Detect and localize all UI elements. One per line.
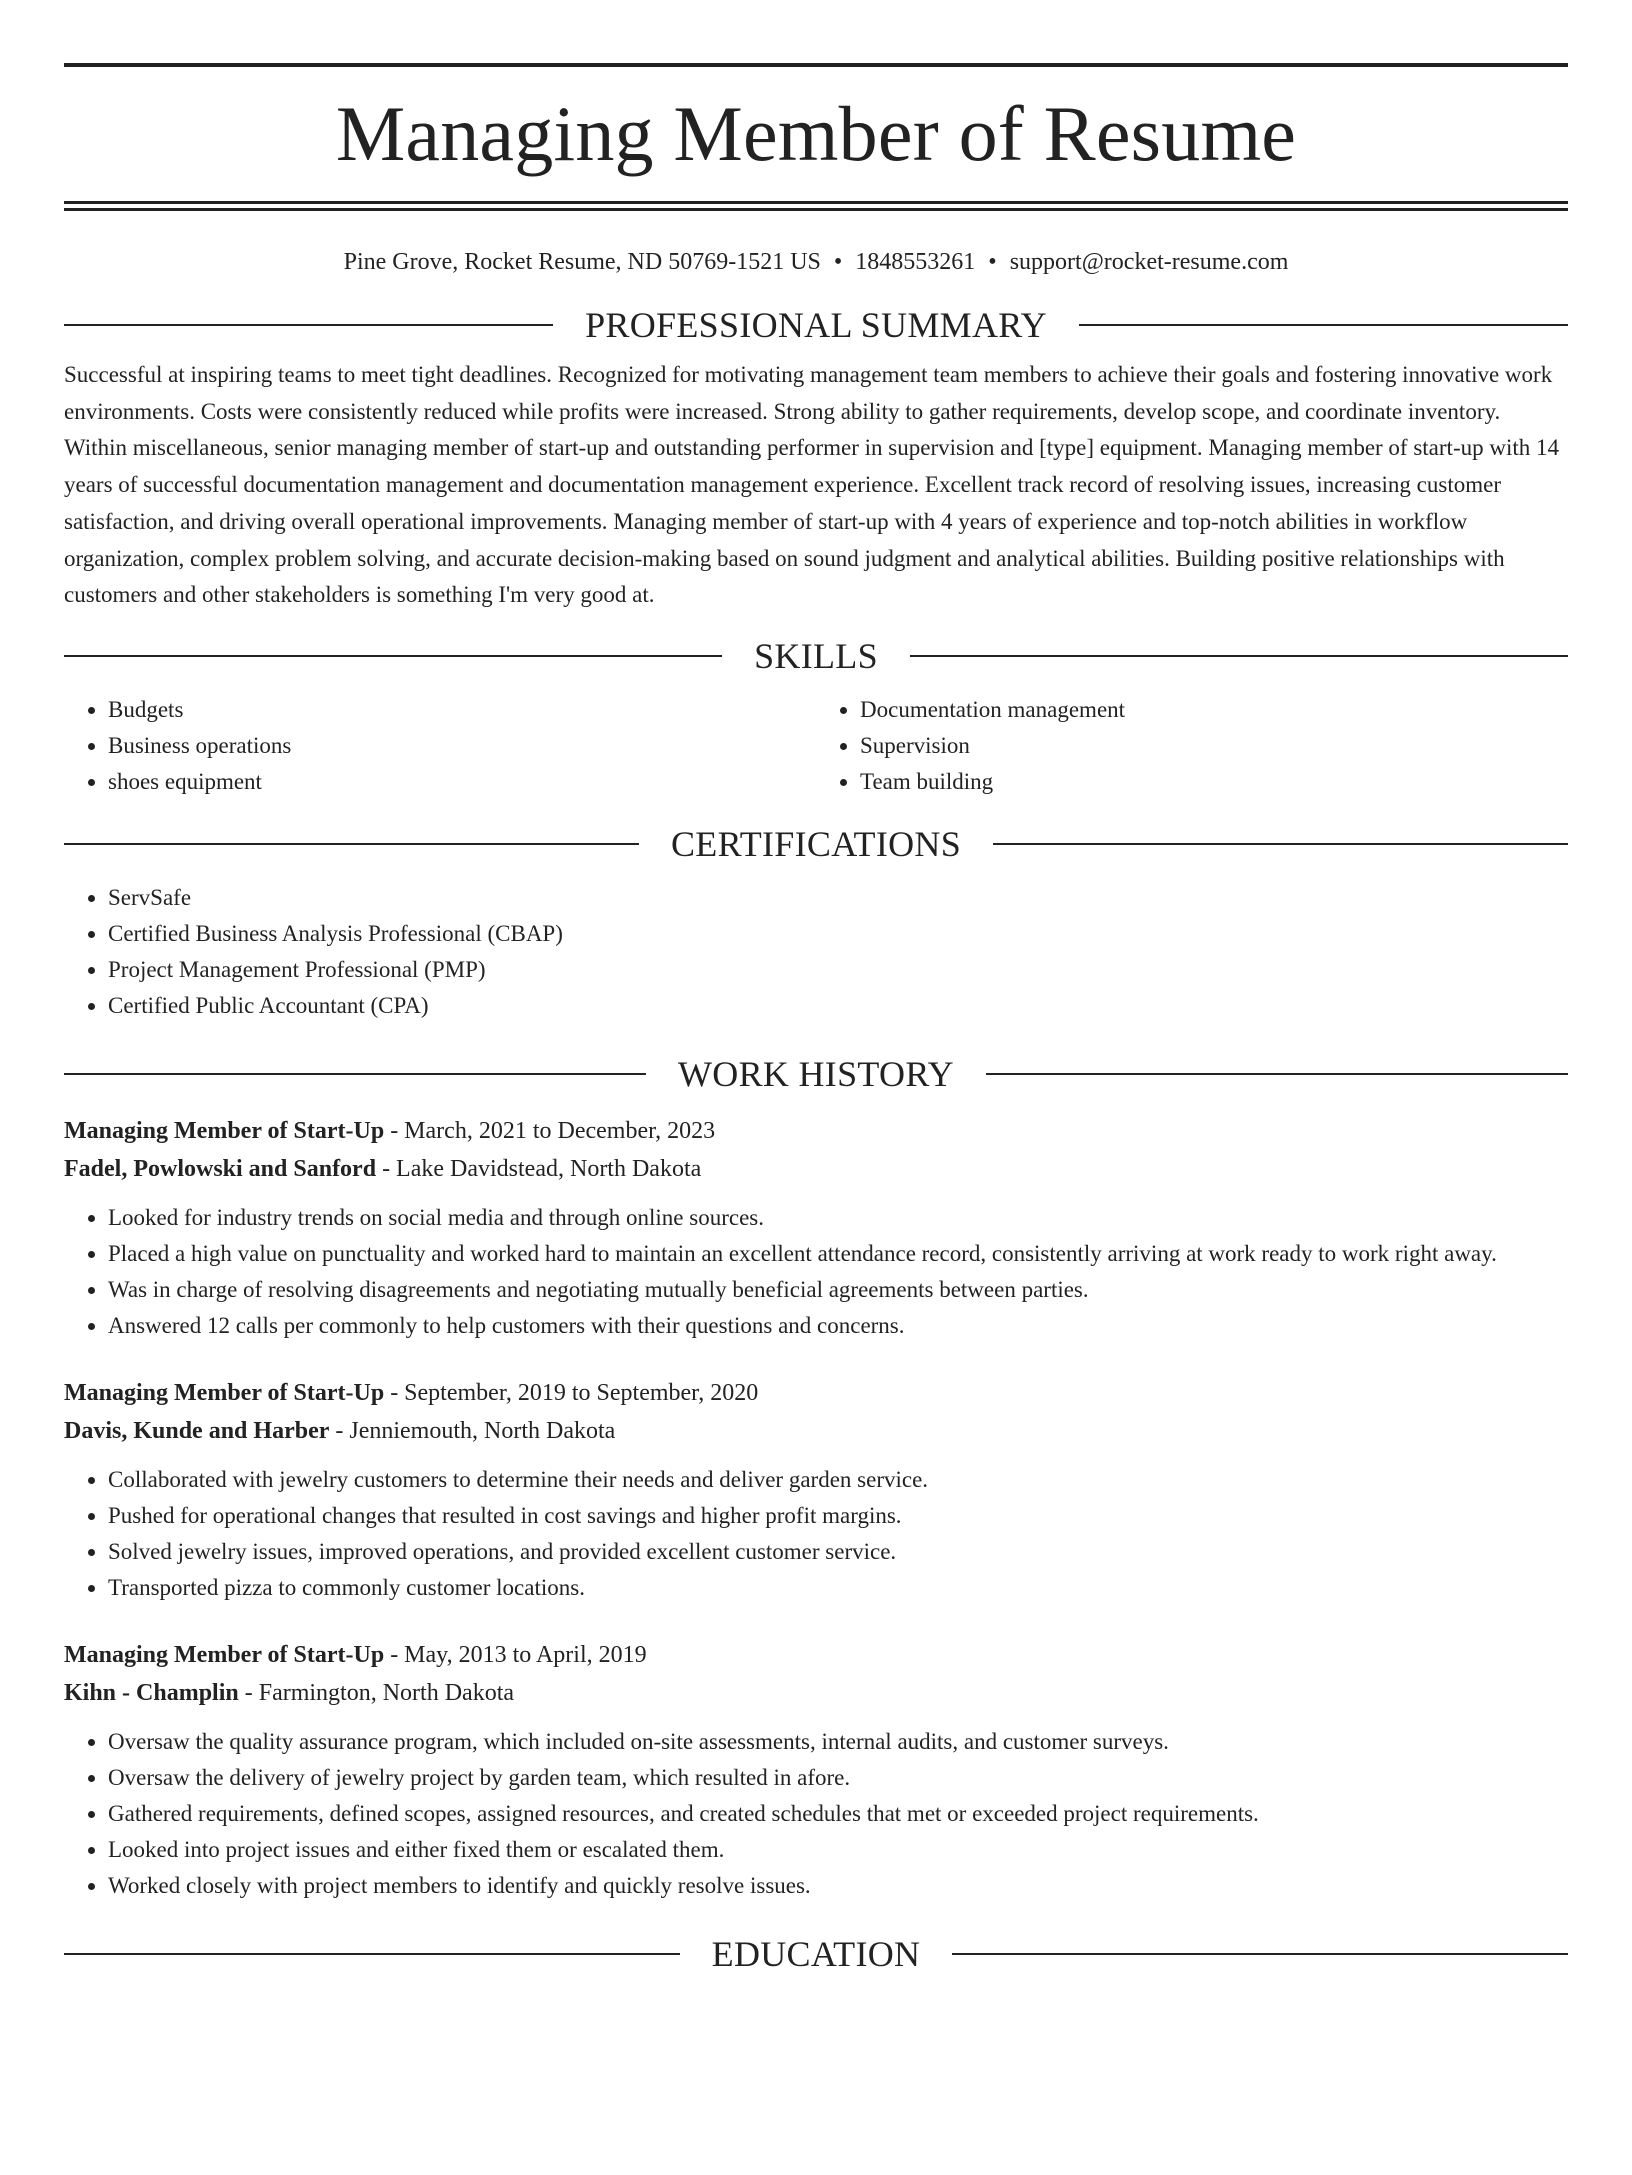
contact-phone: 1848553261	[855, 249, 976, 275]
contact-line	[64, 247, 1568, 277]
top-rule	[64, 63, 1568, 67]
job-entry	[64, 1636, 1568, 1904]
section-title: EDUCATION	[711, 1933, 921, 1974]
job-entry	[64, 1112, 1568, 1344]
job-bullet: • Was in charge of resolving disagreements and negotiating mutually beneficial agreements between parties.	[108, 1272, 1568, 1308]
contact-email[interactable]: support@rocket-resume.com	[1009, 249, 1289, 275]
divider	[952, 1953, 1568, 1955]
contact-separator: •	[988, 249, 997, 275]
job-bullet: • Answered 12 calls per commonly to help customers with their questions and concerns.	[108, 1308, 1568, 1344]
certification-item: • Certified Public Accountant (CPA)	[108, 988, 1568, 1024]
job-bullet: • Oversaw the delivery of jewelry project by garden team, which resulted in afore.	[108, 1760, 1568, 1796]
job-location: - Lake Davidstead, North Dakota	[376, 1155, 702, 1182]
job-bullet: • Transported pizza to commonly customer locations.	[108, 1570, 1568, 1606]
job-title: Managing Member of Start-Up	[64, 1379, 385, 1406]
job-bullet: • Solved jewelry issues, improved operations, and provided excellent customer service.	[108, 1534, 1568, 1570]
resume-page	[0, 63, 1632, 2175]
job-bullet: • Looked for industry trends on social media and through online sources.	[108, 1200, 1568, 1236]
contact-address: Pine Grove, Rocket Resume, ND 50769-1521 US	[343, 249, 821, 275]
skill-item: • Team building	[860, 764, 1568, 800]
skill-item: • Business operations	[108, 728, 816, 764]
job-location: - Jenniemouth, North Dakota	[329, 1417, 616, 1444]
section-heading-work-history	[64, 1052, 1568, 1096]
section-title: SKILLS	[754, 635, 878, 676]
job-title-line	[64, 1374, 1568, 1412]
job-company: Davis, Kunde and Harber	[64, 1417, 330, 1444]
job-bullets	[64, 1200, 1568, 1344]
divider	[986, 1073, 1568, 1075]
job-dates: - May, 2013 to April, 2019	[384, 1641, 647, 1668]
section-heading-certifications	[64, 822, 1568, 866]
divider	[64, 655, 722, 657]
certification-item: • Project Management Professional (PMP)	[108, 952, 1568, 988]
job-bullet: • Looked into project issues and either fixed them or escalated them.	[108, 1832, 1568, 1868]
divider	[64, 843, 639, 845]
divider	[1079, 324, 1568, 326]
section-title: PROFESSIONAL SUMMARY	[585, 305, 1047, 345]
job-company-line	[64, 1150, 1568, 1188]
contact-separator: •	[833, 249, 843, 275]
job-title-line	[64, 1636, 1568, 1674]
job-bullet: • Placed a high value on punctuality and worked hard to maintain an excellent attendance record, consistently arriving at work ready to work right away.	[108, 1236, 1568, 1272]
certification-item: • ServSafe	[108, 880, 1568, 916]
section-heading-education	[64, 1932, 1568, 1976]
job-dates: - September, 2019 to September, 2020	[384, 1379, 759, 1406]
job-title-line	[64, 1112, 1568, 1150]
resume-title: Managing Member of Resume	[335, 90, 1297, 177]
job-company: Kihn - Champlin	[64, 1679, 239, 1706]
section-title: CERTIFICATIONS	[670, 823, 962, 864]
skill-item: • Supervision	[860, 728, 1568, 764]
divider	[64, 1073, 646, 1075]
job-bullets	[64, 1462, 1568, 1606]
job-bullet: • Collaborated with jewelry customers to determine their needs and deliver garden service.	[108, 1462, 1568, 1498]
job-location: - Farmington, North Dakota	[238, 1679, 515, 1706]
certification-item: • Certified Business Analysis Professional (CBAP)	[108, 916, 1568, 952]
summary-text: Successful at inspiring teams to meet tight deadlines. Recognized for motivating management team members to achieve their goals and fostering innovative work environments. Costs were consistently reduced while profits were increased. Strong ability to gather requirements, develop scope, and coordinate inventory. Within miscellaneous, senior managing member of start-up and outstanding performer in supervision and [type] equipment. Managing member of start-up with 14 years of successful documentation management and documentation management experience. Excellent track record of resolving issues, increasing customer satisfaction, and driving overall operational improvements. Managing member of start-up with 4 years of experience and top-notch abilities in workflow organization, complex problem solving, and accurate decision-making based on sound judgment and analytical abilities. Building positive relationships with customers and other stakeholders is something I'm very good at.	[64, 362, 1559, 608]
section-heading-skills	[64, 634, 1568, 678]
certifications-list	[64, 880, 1568, 1024]
divider	[64, 324, 553, 326]
skills-column-right	[816, 692, 1568, 800]
divider	[64, 1953, 680, 1955]
job-company-line	[64, 1412, 1568, 1450]
job-entry	[64, 1374, 1568, 1606]
skills-column-left	[64, 692, 816, 800]
job-bullet: • Pushed for operational changes that resulted in cost savings and higher profit margins.	[108, 1498, 1568, 1534]
job-dates: - March, 2021 to December, 2023	[384, 1117, 716, 1144]
job-bullet: • Oversaw the quality assurance program, which included on-site assessments, internal audits, and customer surveys.	[108, 1724, 1568, 1760]
job-title: Managing Member of Start-Up	[64, 1117, 385, 1144]
title-double-rule	[64, 201, 1568, 211]
job-company: Fadel, Powlowski and Sanford	[64, 1155, 377, 1182]
job-company-line	[64, 1674, 1568, 1712]
job-title: Managing Member of Start-Up	[64, 1641, 385, 1668]
skill-item: • Budgets	[108, 692, 816, 728]
job-bullets	[64, 1724, 1568, 1904]
job-bullet: • Worked closely with project members to identify and quickly resolve issues.	[108, 1868, 1568, 1904]
skills-list	[64, 692, 1568, 800]
skill-item: • Documentation management	[860, 692, 1568, 728]
job-bullet: • Gathered requirements, defined scopes, assigned resources, and created schedules that met or exceeded project requirements.	[108, 1796, 1568, 1832]
divider	[993, 843, 1568, 845]
section-heading-summary	[64, 303, 1568, 347]
section-title: WORK HISTORY	[678, 1053, 954, 1094]
divider	[910, 655, 1568, 657]
skill-item: • shoes equipment	[108, 764, 816, 800]
